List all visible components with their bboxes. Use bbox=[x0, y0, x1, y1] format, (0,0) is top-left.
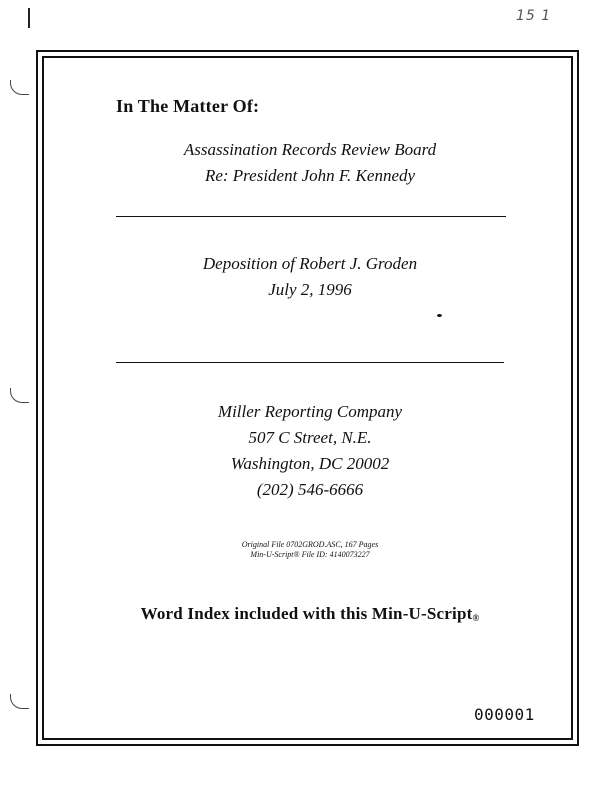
reporter-phone: (202) 546-6666 bbox=[256, 480, 364, 499]
hole-punch-mark bbox=[10, 694, 29, 709]
case-subject: Re: President John F. Kennedy bbox=[204, 166, 416, 185]
deposition-date: July 2, 1996 bbox=[268, 280, 352, 299]
stray-mark bbox=[437, 314, 442, 317]
word-index-note bbox=[60, 604, 560, 624]
word-index-text: Word Index included with this Min-U-Script bbox=[140, 604, 473, 623]
case-title: Assassination Records Review Board bbox=[183, 140, 437, 159]
hole-punch-mark bbox=[10, 388, 29, 403]
corner-mark bbox=[28, 8, 38, 28]
reporter-name: Miller Reporting Company bbox=[217, 402, 403, 421]
hole-punch-mark bbox=[10, 80, 29, 95]
bates-number: 000001 bbox=[474, 705, 535, 724]
reporter-city: Washington, DC 20002 bbox=[230, 454, 390, 473]
original-file-info: Original File 0702GROD.ASC, 167 Pages bbox=[241, 540, 379, 549]
handwritten-note: 15 1 bbox=[516, 8, 552, 24]
reporter-street: 507 C Street, N.E. bbox=[248, 428, 372, 447]
divider-rule bbox=[116, 362, 504, 363]
divider-rule bbox=[116, 216, 506, 217]
min-u-script-file-id: Min-U-Script® File ID: 4140073227 bbox=[250, 550, 370, 559]
registered-mark: ® bbox=[472, 613, 480, 623]
matter-heading: In The Matter Of: bbox=[116, 96, 260, 116]
deposition-title: Deposition of Robert J. Groden bbox=[202, 254, 418, 273]
